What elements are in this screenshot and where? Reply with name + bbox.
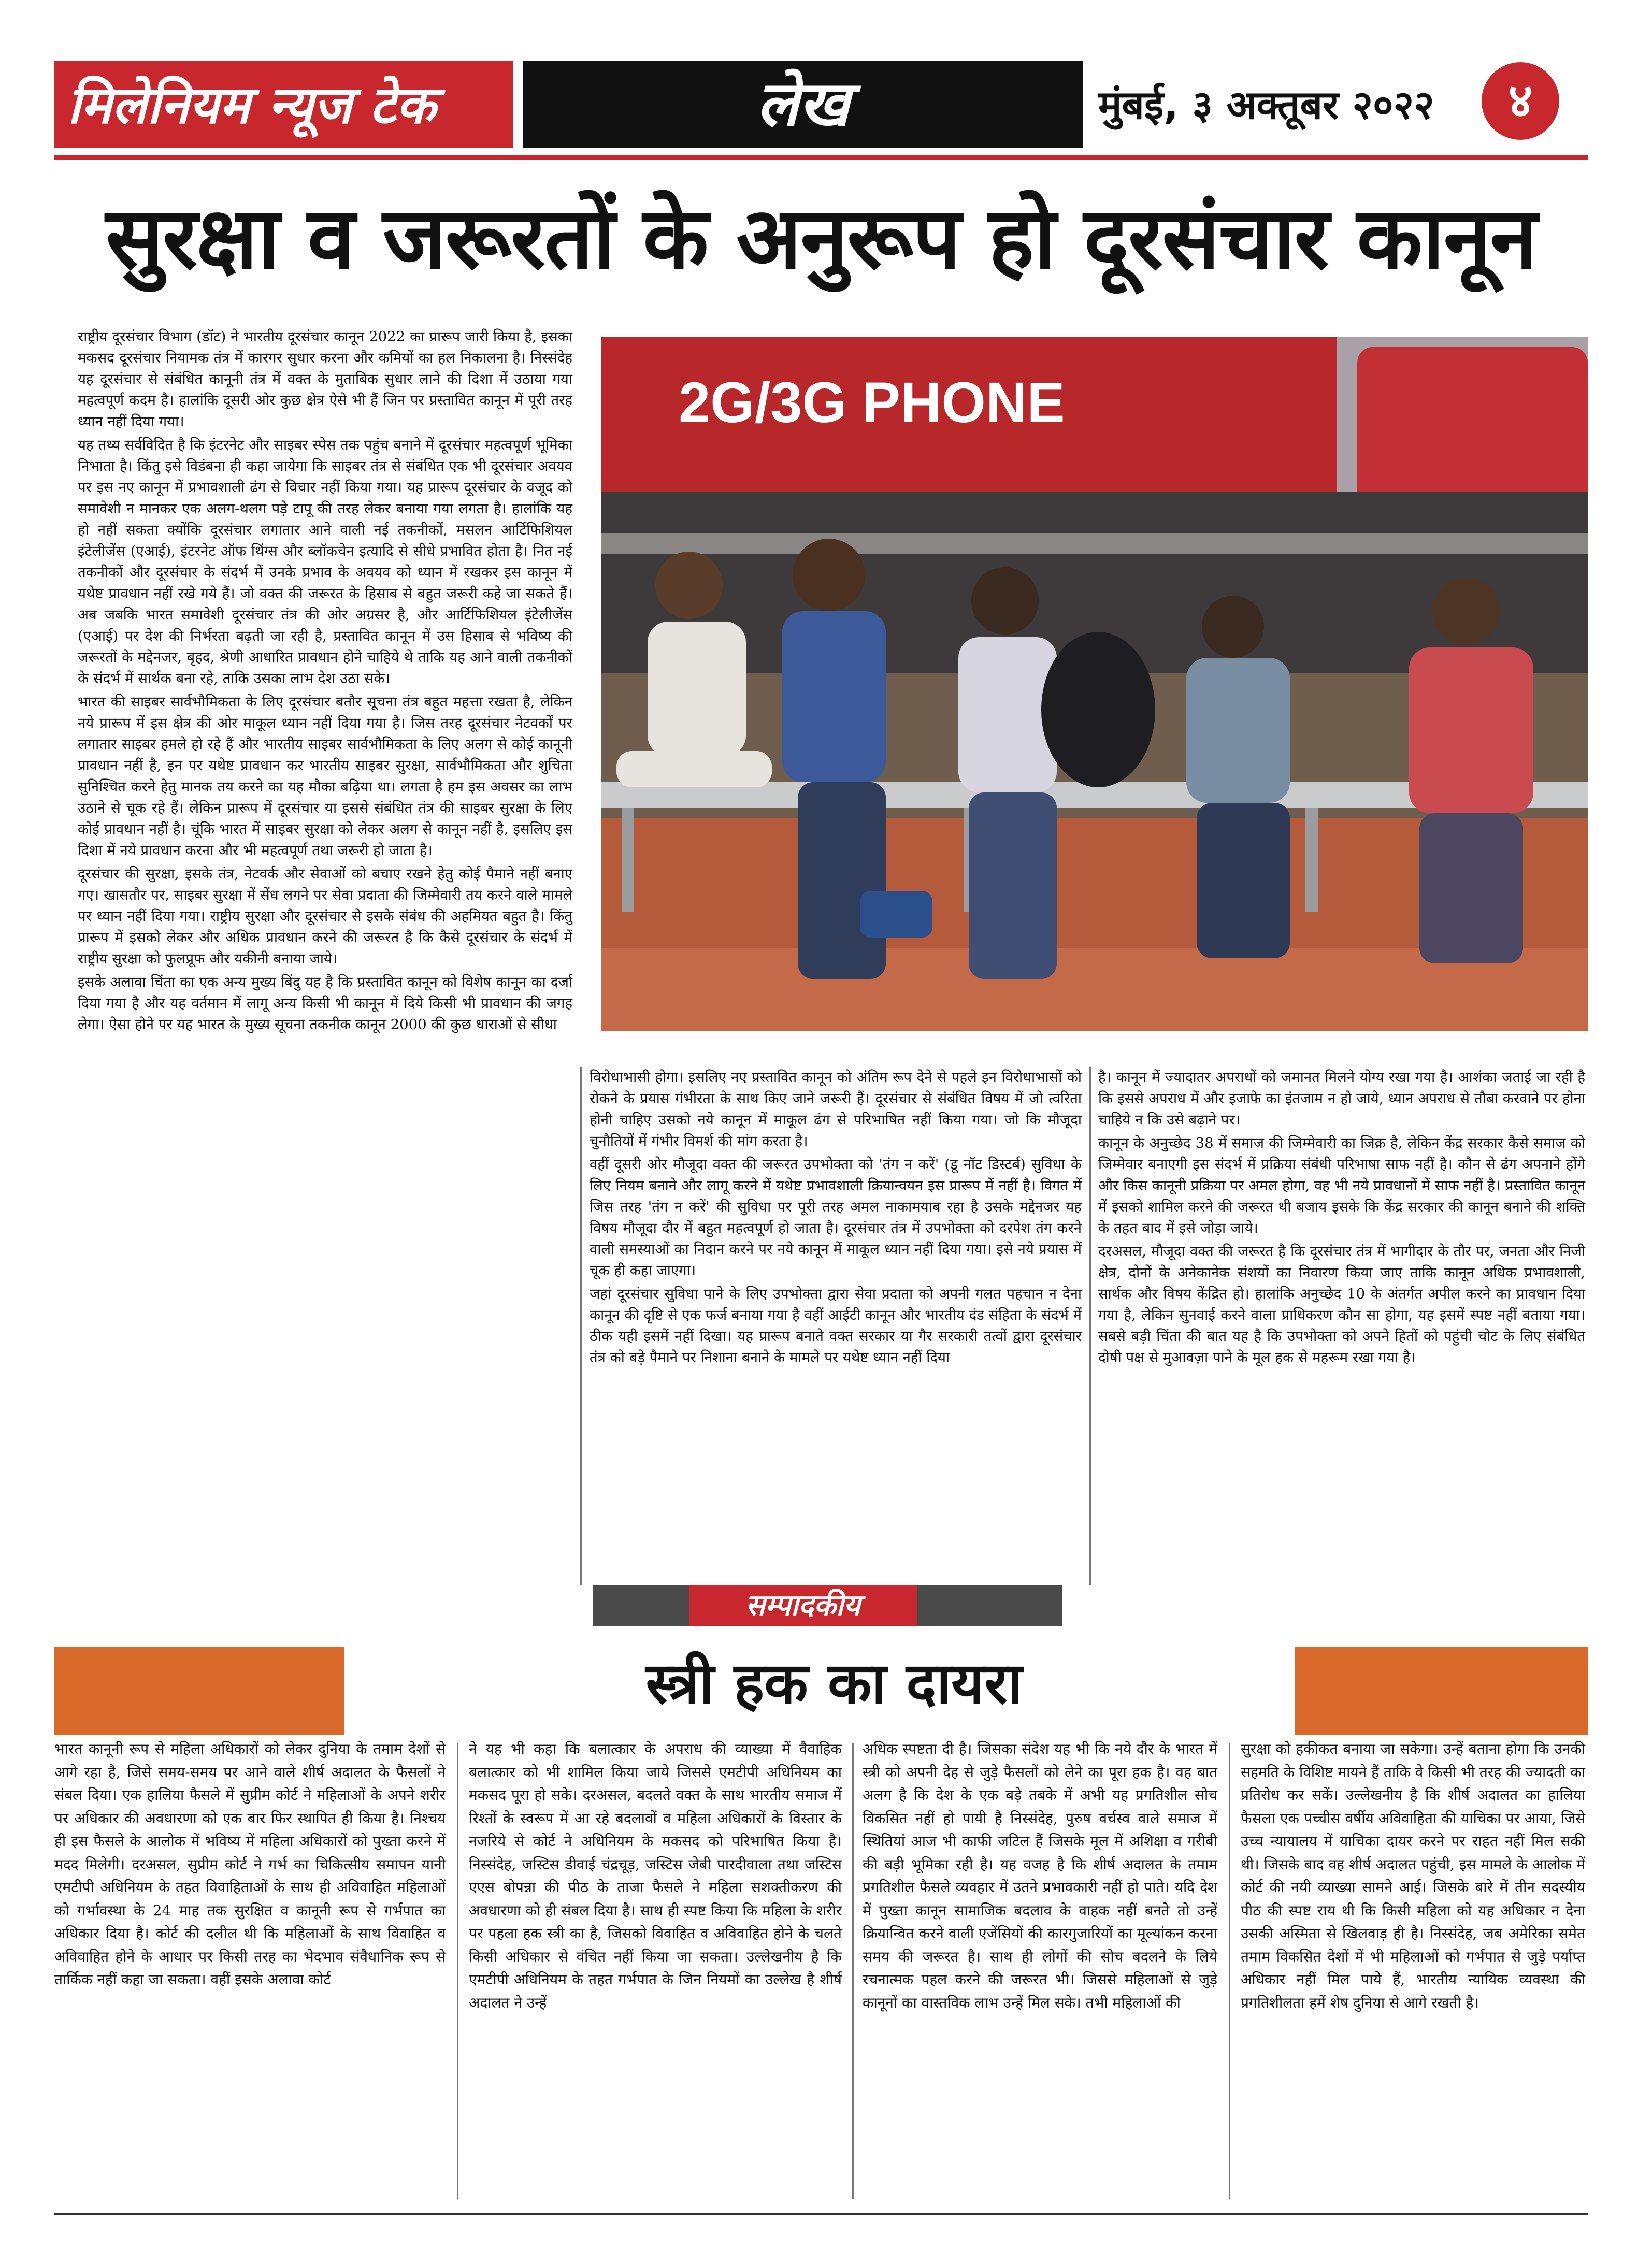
editorial-label: सम्पादकीय xyxy=(689,1585,917,1626)
phone-sign-text: 2G/3G PHONE xyxy=(679,371,1065,435)
page-number-badge: ४ xyxy=(1482,62,1559,140)
column-divider xyxy=(457,1743,458,2199)
page-headline: सुरक्षा व जरूरतों के अनुरूप हो दूरसंचार कानून xyxy=(106,189,1536,288)
brand-name: मिलेनियम न्यूज टेक xyxy=(67,75,436,135)
editorial-column-2 xyxy=(469,1738,842,2204)
masthead-rule xyxy=(54,155,1588,160)
paragraph: भारत की साइबर सार्वभौमिकता के लिए दूरसंचार बतौर सूचना तंत्र बहुत महत्ता रखता है, लेकिन नये प्रारूप में इस क्षेत्र की ओर माकूल ध्यान नहीं दिया गया है। जिस तरह दूरसंचार नेटवर्कों पर लगातार साइबर हमले हो रहे हैं और भारतीय साइबर सार्वभौमिकता के लिए अलग से कोई कानूनी प्रावधान नहीं है, इन पर यथेष्ट प्रावधान कर भारतीय साइबर सुरक्षा, सार्वभौमिकता और शुचिता सुनिश्चित करने हेतु मानक तय करने का यह मौका बढ़िया था। लगता है हम इस अवसर का लाभ उठाने से चूक रहे हैं। लेकिन प्रारूप में दूरसंचार या इससे संबंधित तंत्र की साइबर सुरक्षा के लिए कोई प्रावधान नहीं है। चूंकि भारत में साइबर सुरक्षा को लेकर अलग से कानून नहीं है, इसलिए इस दिशा में नये प्रावधान करना और भी महत्वपूर्ण तथा जरूरी हो जाता है। xyxy=(78,694,572,859)
editorial-title-bar-left xyxy=(54,1647,344,1735)
editorial-title-bar-right xyxy=(1295,1647,1588,1735)
paragraph: राष्ट्रीय दूरसंचार विभाग (डॉट) ने भारतीय दूरसंचार कानून 2022 का प्रारूप जारी किया है, इसका मकसद दूरसंचार नियामक तंत्र में कारगर सुधार करना और कमियों का हल निकालना है। निस्संदेह यह दूरसंचार से संबंधित कानूनी तंत्र में वक्त के मुताबिक सुधार लाने की दिशा में उठाया गया महत्वपूर्ण कदम है। हालांकि दूसरी ओर कुछ क्षेत्र ऐसे भी हैं जिन पर प्रस्तावित कानून में पूरी तरह ध्यान नहीं दिया गया। xyxy=(78,328,572,430)
paragraph: कानून के अनुच्छेद 38 में समाज की जिम्मेवारी का जिक्र है, लेकिन केंद्र सरकार कैसे समाज को जिम्मेवार बनाएगी इस संदर्भ में प्रक्रिया संबंधी परिभाषा साफ नहीं है। कौन से ढंग अपनाने होंगे और किस कानूनी प्रक्रिया पर अमल होगा, वह भी नये प्रावधानों में साफ नहीं है। प्रस्तावित कानून में इसको शामिल करने की जरूरत थी बजाय इसके कि केंद्र सरकार की कानून बनाने की शक्ति के तहत बाद में इसे जोड़ा जाये। xyxy=(1098,1135,1585,1236)
paragraph: दूरसंचार की सुरक्षा, इसके तंत्र, नेटवर्क और सेवाओं को बचाए रखने हेतु कोई पैमाने नहीं बनाए गए। खासतौर पर, साइबर सुरक्षा में सेंध लगने पर सेवा प्रदाता की जिम्मेवारी तय करने वाले मामले पर ध्यान नहीं दिया गया। राष्ट्रीय सुरक्षा और दूरसंचार से इसके संबंध की अहमियत बहुत है। किंतु प्रारूप में इसको लेकर और अधिक प्रावधान करने की जरूरत है कि कैसे दूरसंचार के संदर्भ में राष्ट्रीय सुरक्षा को फुलप्रूफ और यकीनी बनाया जाये। xyxy=(78,866,572,967)
editorial-column-1 xyxy=(54,1738,446,2204)
paragraph: दरअसल, मौजूदा वक्त की जरूरत है कि दूरसंचार तंत्र में भागीदार के तौर पर, जनता और निजी क्षेत्र, दोनों के अनेकानेक संशयों का निवारण किया जाए ताकि कानून अधिक प्रभावशाली, सार्थक और विषय केंद्रित हो। हालांकि अनुच्छेद 10 के अंतर्गत अपील करने का प्रावधान दिया गया है, लेकिन सुनवाई करने वाला प्राधिकरण कौन सा होगा, यह इसमें स्पष्ट नहीं बताया गया। सबसे बड़ी चिंता की बात यह है कि उपभोक्ता को अपने हितों को पहुंची चोट के लिए संबंधित दोषी पक्ष से मुआवज़ा पाने के मूल हक से महरूम रखा गया है। xyxy=(1098,1243,1585,1366)
news-photo xyxy=(601,337,1588,1031)
paragraph: विरोधाभासी होगा। इसलिए नए प्रस्तावित कानून को अंतिम रूप देने से पहले इन विरोधाभासों को रोकने के प्रयास गंभीरता के साथ किए जाने जरूरी हैं। दूरसंचार से संबंधित विषय में जो त्वरिता होनी चाहिए उसको नये कानून में माकूल ढंग से परिभाषित नहीं किया गया। जो कि मौजूदा चुनौतियों में गंभीर विमर्श की मांग करता है। xyxy=(590,1069,1082,1149)
article-column-3 xyxy=(1098,1067,1585,1600)
article-column-1 xyxy=(78,326,572,1606)
paragraph: है। कानून में ज्यादातर अपराधों को जमानत मिलने योग्य रखा गया है। आशंका जताई जा रही है कि इससे अपराध में और इजाफे का इंतजाम न हो जाये, ध्यान अपराध से तौबा करवाने पर होना चाहिये न कि उसे बढ़ाने पर। xyxy=(1098,1069,1585,1128)
bottom-rule xyxy=(54,2213,1588,2215)
section-title: लेख xyxy=(756,68,850,140)
column-divider xyxy=(1089,1067,1091,1585)
column-divider xyxy=(580,1067,582,1585)
paragraph: अधिक स्पष्टता दी है। जिसका संदेश यह भी कि नये दौर के भारत में स्त्री को अपनी देह से जुड़े फैसलों को लेने का पूरा हक है। वह बात अलग है कि देश के एक बड़े तबके में अभी यह प्रगतिशील सोच विकसित नहीं हो पायी है निस्संदेह, पुरुष वर्चस्व वाले समाज में स्थितियां आज भी काफी जटिल हैं जिसके मूल में अशिक्षा व गरीबी की बड़ी भूमिका रही है। यह वजह है कि शीर्ष अदालत के तमाम प्रगतिशील फैसले व्यवहार में उतने प्रभावकारी नहीं हो पाते। यदि देश में पुख्ता कानून सामाजिक बदलाव के वाहक नहीं बनते तो उन्हें क्रियान्वित करने वाली एजेंसियों की कारगुजारियों का मूल्यांकन करना समय की जरूरत है। साथ ही लोगों की सोच बदलने के लिये रचनात्मक पहल करने की जरूरत भी। जिससे महिलाओं से जुड़े कानूनों का वास्तविक लाभ उन्हें मिल सके। तभी महिलाओं की xyxy=(863,1740,1217,2011)
paragraph: यह तथ्य सर्वविदित है कि इंटरनेट और साइबर स्पेस तक पहुंच बनाने में दूरसंचार महत्वपूर्ण भूमिका निभाता है। किंतु इसे विडंबना ही कहा जायेगा कि साइबर तंत्र से संबंधित एक भी दूरसंचार अवयव पर इस नए कानून में प्रभावशाली ढंग से विचार नहीं किया गया। यह प्रारूप दूरसंचार के वजूद को समावेशी न मानकर एक अलग-थलग पड़े टापू की तरह लेकर बनाया गया लगता है। हालांकि यह हो नहीं सकता क्योंकि दूरसंचार लगातार आने वाली नई तकनीकों, मसलन आर्टिफिशियल इंटेलीजेंस (एआई), इंटरनेट ऑफ थिंग्स और ब्लॉकचेन इत्यादि से सीधे प्रभावित होता है। नित नई तकनीकों और दूरसंचार के संदर्भ में उनके प्रभाव के अवयव को ध्यान में रखकर इस कानून में यथेष्ट प्रावधान नहीं रखे गये हैं। जो वक्त की जरूरत के हिसाब से बहुत जरूरी कहे जा सकते हैं। अब जबकि भारत समावेशी दूरसंचार तंत्र की ओर अग्रसर है, और आर्टिफिशियल इंटेलीजेंस (एआई) पर देश की निर्भरता बढ़ती जा रही है, प्रस्तावित कानून में उस हिसाब से भविष्य की जरूरतों के मद्देनजर, बृहद, श्रेणी आधारित प्रावधान होने चाहिये थे ताकि यह आने वाली तकनीकों के संदर्भ में सार्थक बना रहे, ताकि उसका लाभ देश उठा सके। xyxy=(78,437,572,687)
editorial-column-3 xyxy=(863,1738,1217,2204)
editorial-column-4 xyxy=(1241,1738,1585,2204)
article-column-2 xyxy=(590,1067,1082,1600)
paragraph: जहां दूरसंचार सुविधा पाने के लिए उपभोक्ता द्वारा सेवा प्रदाता को अपनी गलत पहचान न देना कानून की दृष्टि से एक फर्ज बनाया गया है वहीं आईटी कानून और भारतीय दंड संहिता के संदर्भ में ठीक यही इसमें नहीं दिखा। यह प्रारूप बनाते वक्त सरकार या गैर सरकारी तत्वों द्वारा दूरसंचार तंत्र को बड़े पैमाने पर निशाना बनाने के मामले पर यथेष्ट ध्यान नहीं दिया xyxy=(590,1286,1082,1366)
paragraph: वहीं दूसरी ओर मौजूदा वक्त की जरूरत उपभोक्ता को 'तंग न करें' (डू नॉट डिस्टर्ब) सुविधा के लिए नियम बनाने और लागू करने में यथेष्ट प्रभावशाली क्रियान्वयन इस प्रारूप में नहीं है। विगत में जिस तरह 'तंग न करें' की सुविधा पर पूरी तरह अमल नाकामयाब रहा है उसके मद्देनजर यह विषय मौजूदा दौर में बहुत महत्वपूर्ण हो जाता है। दूरसंचार तंत्र में उपभोक्ता को दरपेश तंग करने वाली समस्याओं का निदान करने पर नये कानून में माकूल ध्यान नहीं दिया गया। इसे नये प्रयास में चूक ही कहा जाएगा। xyxy=(590,1156,1082,1279)
paragraph: सुरक्षा को हकीकत बनाया जा सकेगा। उन्हें बताना होगा कि उनकी सहमति के विशिष्ट मायने हैं ताकि वे किसी भी तरह की ज्यादती का प्रतिरोध कर सकें। उल्लेखनीय है कि शीर्ष अदालत का हालिया फैसला एक पच्चीस वर्षीय अविवाहिता की याचिका पर आया, जिसे उच्च न्यायालय में याचिका दायर करने पर राहत नहीं मिल सकी थी। जिसके बाद वह शीर्ष अदालत पहुंची, इस मामले के आलोक में कोर्ट की नयी व्याख्या सामने आई। जिसके बारे में तीन सदस्यीय पीठ की स्पष्ट राय थी कि किसी महिला को यह अधिकार न देना उसकी अस्मिता से खिलवाड़ ही है। निस्संदेह, जब अमेरिका समेत तमाम विकसित देशों में भी महिलाओं को गर्भपात से जुड़े पर्याप्त अधिकार नहीं मिल पाये हैं, भारतीय न्यायिक व्यवस्था की प्रगतिशीलता हमें शेष दुनिया से आगे रखती है। xyxy=(1241,1740,1585,2011)
paragraph: इसके अलावा चिंता का एक अन्य मुख्य बिंदु यह है कि प्रस्तावित कानून को विशेष कानून का दर्जा दिया गया है और यह वर्तमान में लागू अन्य किसी भी कानून में दिये किसी भी प्रावधान की जगह लेगा। ऐसा होने पर यह भारत के मुख्य सूचना तकनीक कानून 2000 की कुछ धाराओं से सीधा xyxy=(78,974,572,1033)
column-divider xyxy=(1229,1743,1230,2199)
editorial-title: स्त्री हक का दायरा xyxy=(645,1650,1023,1717)
paragraph: ने यह भी कहा कि बलात्कार के अपराध की व्याख्या में वैवाहिक बलात्कार को भी शामिल किया जाये जिससे एमटीपी अधिनियम का मकसद पूरा हो सके। दरअसल, बदलते वक्त के साथ भारतीय समाज में रिश्तों के स्वरूप में आ रहे बदलावों व महिला अधिकारों के विस्तार के नजरिये से कोर्ट ने अधिनियम के मकसद को परिभाषित किया है। निस्संदेह, जस्टिस डीवाई चंद्रचूड़, जस्टिस जेबी पारदीवाला तथा जस्टिस एएस बोपन्ना की पीठ के ताजा फैसले ने महिला सशक्तीकरण की अवधारणा को ही संबल दिया है। साथ ही स्पष्ट किया कि महिला के शरीर पर पहला हक स्त्री का है, जिसको विवाहित व अविवाहित होने के चलते किसी अधिकार से वंचित नहीं किया जा सकता। उल्लेखनीय है कि एमटीपी अधिनियम के तहत गर्भपात के जिन नियमों का उल्लेख है शीर्ष अदालत ने उन्हें xyxy=(469,1740,842,2011)
dateline: मुंबई, ३ अक्तूबर २०२२ xyxy=(1098,82,1434,128)
paragraph: भारत कानूनी रूप से महिला अधिकारों को लेकर दुनिया के तमाम देशों से आगे रहा है, जिसे समय-समय पर आने वाले शीर्ष अदालत के फैसलों ने संबल दिया। एक हालिया फैसले में सुप्रीम कोर्ट ने महिलाओं के अपने शरीर पर अधिकार की अवधारणा को एक बार फिर स्थापित ही किया है। निश्चय ही इस फैसले के आलोक में भविष्य में महिला अधिकारों को पुख्ता करने में मदद मिलेगी। दरअसल, सुप्रीम कोर्ट ने गर्भ का चिकित्सीय समापन यानी एमटीपी अधिनियम के तहत विवाहिताओं के साथ ही अविवाहित महिलाओं को गर्भावस्था के 24 माह तक सुरक्षित व कानूनी रूप से गर्भपात का अधिकार दिया है। कोर्ट की दलील थी कि महिलाओं के साथ विवाहित व अविवाहित होने के आधार पर किसी तरह का भेदभाव संवैधानिक रूप से तार्किक नहीं कहा जा सकता। वहीं इसके अलावा कोर्ट xyxy=(54,1740,446,1988)
column-divider xyxy=(852,1743,854,2199)
